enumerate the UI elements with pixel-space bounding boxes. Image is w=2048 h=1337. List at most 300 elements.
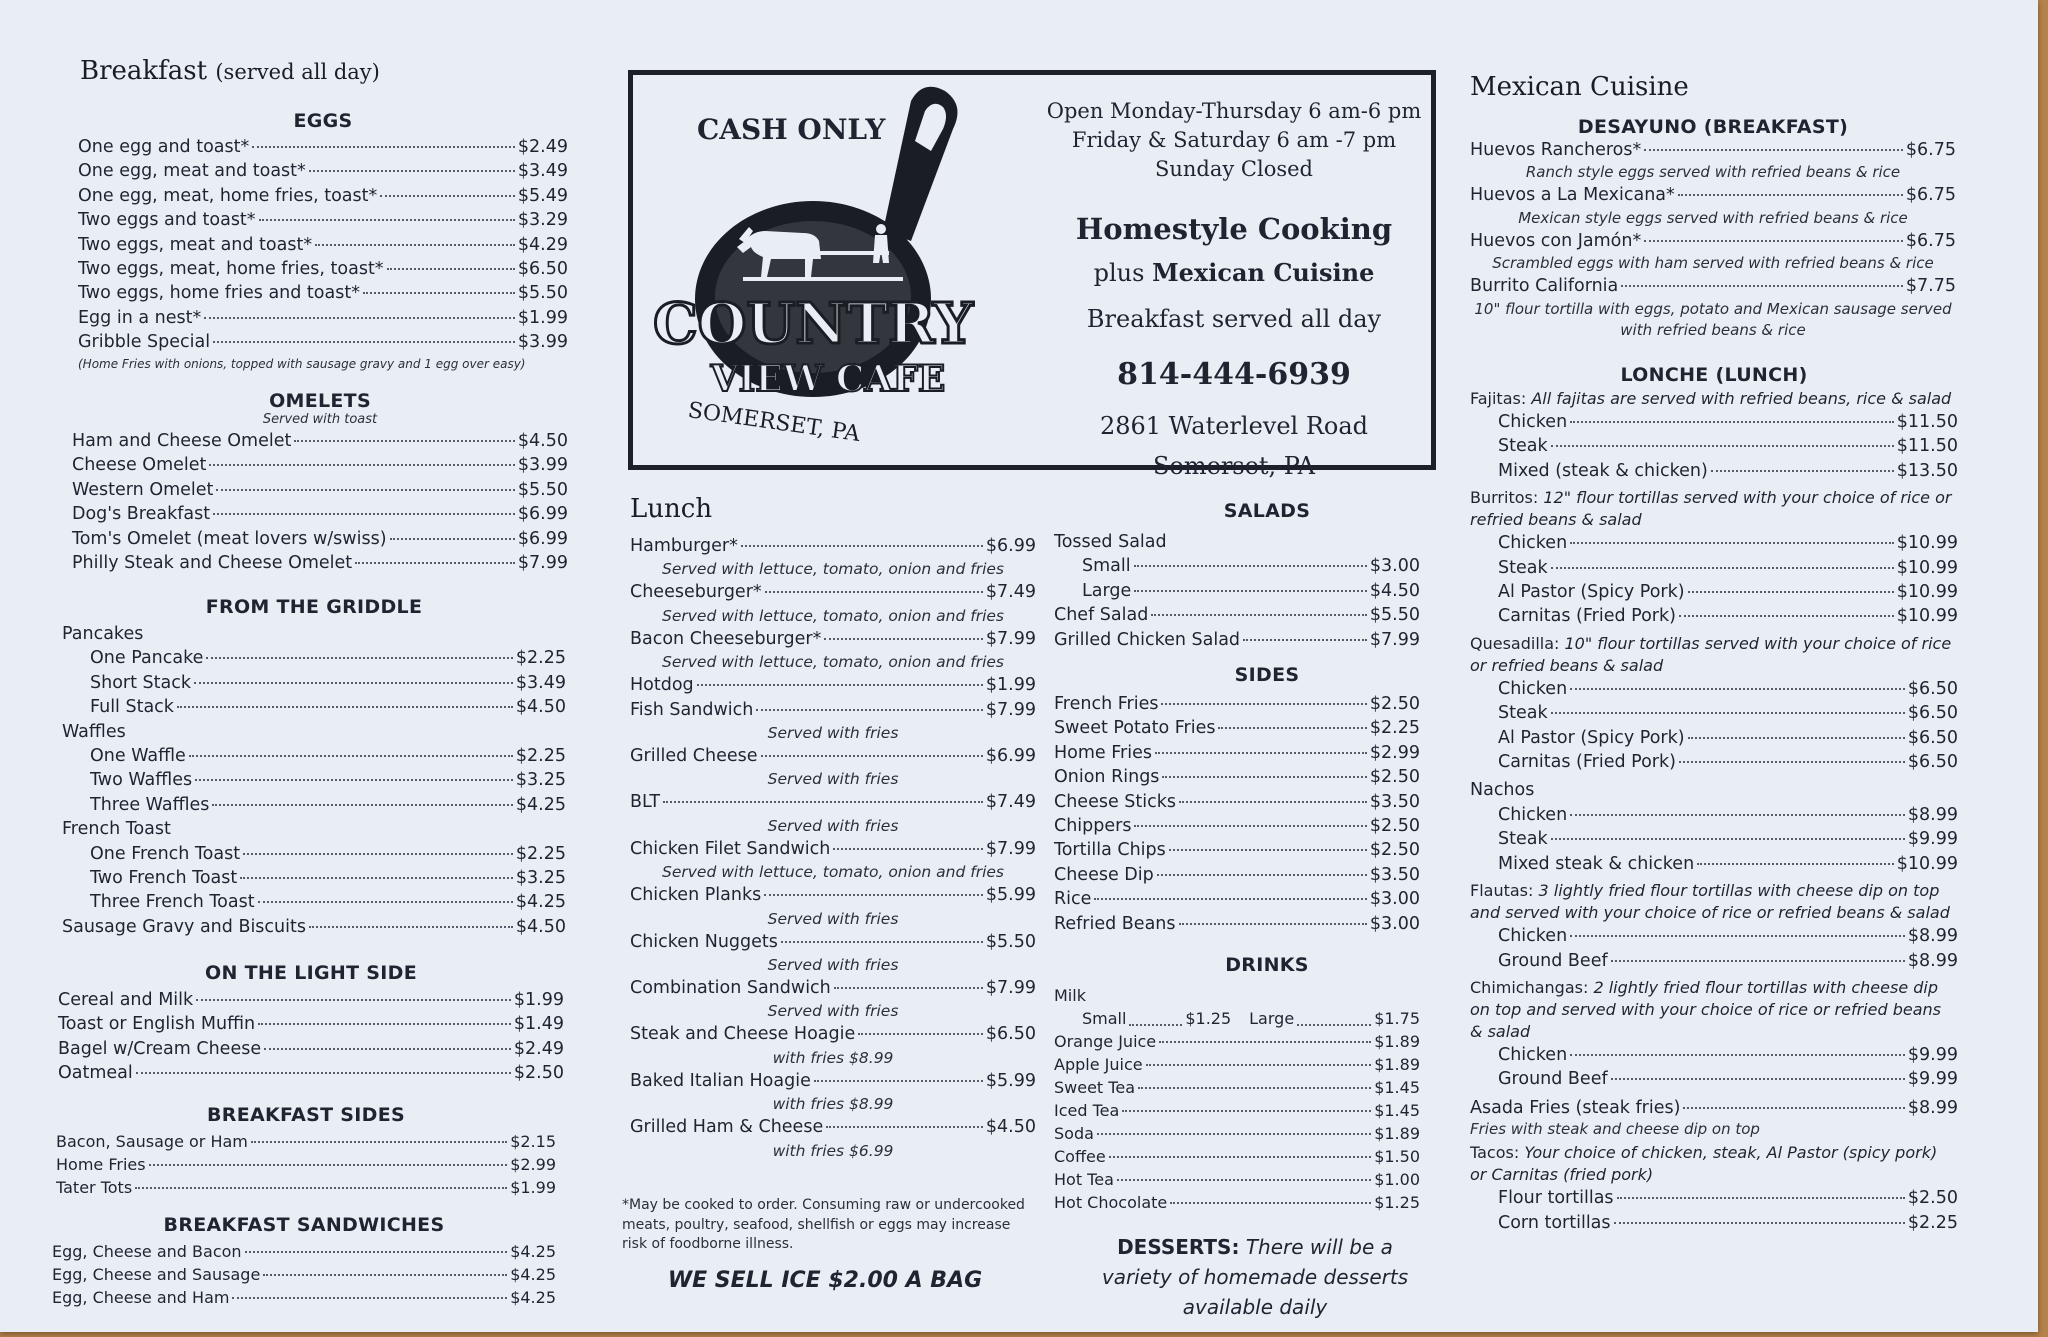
item-name: Carnitas (Fried Pork) bbox=[1498, 752, 1676, 773]
menu-item bbox=[72, 429, 568, 453]
logo-country-text: COUNTRY bbox=[653, 291, 973, 357]
menu-item bbox=[630, 627, 1036, 651]
gribble-note: (Home Fries with onions, topped with sausage gravy and 1 egg over easy) bbox=[78, 356, 526, 371]
item-name: Combination Sandwich bbox=[630, 978, 831, 999]
item-price: $10.99 bbox=[1896, 582, 1958, 603]
desayuno-section bbox=[1470, 116, 1956, 341]
menu-item bbox=[72, 478, 568, 502]
item-name: Chicken bbox=[1498, 804, 1568, 825]
dot-leader bbox=[1551, 712, 1905, 714]
menu-item bbox=[90, 695, 566, 719]
item-name: Grilled Chicken Salad bbox=[1054, 629, 1241, 650]
item-name: Fish Sandwich bbox=[630, 699, 754, 720]
menu-item bbox=[630, 534, 1036, 558]
item-name: Two eggs and toast* bbox=[78, 210, 256, 231]
tagline-breakfast: Breakfast served all day bbox=[1086, 305, 1382, 333]
griddle-heading: FROM THE GRIDDLE bbox=[205, 596, 423, 618]
dot-leader bbox=[355, 562, 515, 564]
dot-leader bbox=[1551, 445, 1894, 447]
dot-leader bbox=[1644, 149, 1903, 151]
item-name: Oatmeal bbox=[58, 1063, 133, 1084]
item-name: Mixed steak & chicken bbox=[1498, 853, 1695, 874]
menu-item bbox=[1470, 183, 1956, 207]
item-price: $8.99 bbox=[1907, 804, 1958, 825]
menu-item bbox=[1498, 1211, 1958, 1235]
item-price: $5.50 bbox=[1369, 605, 1420, 626]
dot-leader bbox=[177, 706, 513, 708]
item-price: $9.99 bbox=[1907, 829, 1958, 850]
item-name: One French Toast bbox=[90, 843, 241, 864]
item-price: $4.50 bbox=[517, 431, 568, 451]
item-price: $8.99 bbox=[1907, 950, 1958, 971]
item-price: $2.25 bbox=[1369, 718, 1420, 739]
item-name: One Pancake bbox=[90, 648, 204, 669]
item-price: $6.75 bbox=[1905, 185, 1956, 206]
milk-label: Milk bbox=[1054, 986, 1086, 1005]
light-side-section bbox=[58, 962, 564, 1086]
dot-leader bbox=[1570, 935, 1905, 937]
dot-leader bbox=[1134, 565, 1367, 567]
tagline: Homestyle Cooking bbox=[1075, 212, 1393, 246]
lonche-section bbox=[1470, 364, 1958, 1235]
menu-item bbox=[630, 837, 1036, 861]
ice-notice: WE SELL ICE $2.00 A BAG bbox=[667, 1268, 983, 1293]
dot-leader bbox=[834, 987, 983, 989]
item-name: Chippers bbox=[1054, 816, 1132, 837]
item-price: $3.99 bbox=[517, 332, 568, 353]
menu-item: Sausage Gravy and Biscuits $4.50 bbox=[62, 916, 566, 937]
item-name: Chicken Nuggets bbox=[630, 931, 778, 952]
menu-item bbox=[56, 1153, 556, 1176]
item-name: Coffee bbox=[1054, 1147, 1106, 1166]
dot-leader bbox=[764, 894, 983, 896]
item-description: Served with fries bbox=[767, 770, 899, 789]
item-name: Burrito California bbox=[1470, 276, 1619, 297]
menu-item bbox=[1054, 912, 1420, 936]
dot-leader bbox=[826, 1126, 983, 1128]
dot-leader bbox=[1611, 960, 1905, 962]
item-name: Chicken bbox=[1498, 1044, 1568, 1065]
item-price: $3.00 bbox=[1369, 556, 1420, 577]
item-price: $2.25 bbox=[515, 648, 566, 669]
item-price: $4.25 bbox=[510, 1288, 556, 1307]
dot-leader bbox=[209, 464, 515, 466]
dot-leader bbox=[1679, 761, 1905, 763]
item-price: $2.99 bbox=[1369, 742, 1420, 763]
item-name: Huevos a La Mexicana* bbox=[1470, 185, 1675, 206]
dot-leader bbox=[240, 877, 513, 879]
item-name: One egg, meat, home fries, toast* bbox=[78, 185, 378, 206]
item-price: $5.49 bbox=[517, 185, 568, 206]
item-price: $5.99 bbox=[985, 1070, 1036, 1091]
menu-item bbox=[1054, 887, 1420, 911]
item-name: One Waffle bbox=[90, 746, 186, 767]
tacos-list bbox=[1470, 1186, 1958, 1235]
item-price: $6.99 bbox=[517, 504, 568, 525]
breakfast-sides-list bbox=[56, 1130, 556, 1199]
menu-item bbox=[630, 580, 1036, 604]
dot-leader bbox=[264, 1048, 511, 1050]
item-name: Grilled Cheese bbox=[630, 746, 758, 767]
item-price: $2.25 bbox=[515, 746, 566, 767]
milk-sizes: Small $1.25 Large $1.75 bbox=[1054, 1007, 1420, 1030]
item-name: Chicken bbox=[1498, 412, 1568, 432]
dot-leader bbox=[380, 195, 515, 197]
menu-item bbox=[1498, 459, 1958, 483]
item-price: $7.99 bbox=[517, 553, 568, 574]
dot-leader bbox=[858, 1033, 983, 1035]
dot-leader bbox=[741, 545, 983, 547]
item-name: Bacon, Sausage or Ham bbox=[56, 1132, 248, 1151]
item-price: $4.50 bbox=[985, 1117, 1036, 1138]
item-name: Egg, Cheese and Sausage bbox=[52, 1265, 261, 1284]
dot-leader bbox=[1688, 737, 1905, 739]
dot-leader bbox=[761, 755, 983, 757]
item-price: $6.50 bbox=[1907, 703, 1958, 724]
item-name: Cheese Sticks bbox=[1054, 791, 1176, 812]
item-price: $1.99 bbox=[513, 990, 564, 1010]
item-price: $10.99 bbox=[1896, 533, 1958, 554]
menu-item bbox=[1498, 580, 1958, 604]
cash-only-label: CASH ONLY bbox=[697, 113, 886, 146]
menu-item bbox=[78, 208, 568, 232]
item-name: Hotdog bbox=[630, 675, 694, 696]
item-price: $1.45 bbox=[1374, 1078, 1420, 1097]
item-name: Sweet Tea bbox=[1054, 1078, 1135, 1097]
menu-item bbox=[56, 1176, 556, 1199]
dot-leader bbox=[697, 684, 983, 686]
item-name: Western Omelet bbox=[72, 479, 214, 500]
item-price: $2.50 bbox=[1369, 694, 1420, 714]
dot-leader bbox=[136, 1072, 511, 1074]
menu-item bbox=[1498, 701, 1958, 725]
dot-leader bbox=[1711, 470, 1894, 472]
menu-item bbox=[78, 184, 568, 208]
item-price: $1.25 bbox=[1374, 1193, 1420, 1212]
menu-item bbox=[90, 646, 566, 670]
item-name: Ground Beef bbox=[1498, 1069, 1608, 1090]
burritos-list bbox=[1470, 531, 1958, 629]
omelets-list bbox=[72, 429, 568, 575]
menu-item bbox=[630, 790, 1036, 814]
item-name: Steak bbox=[1498, 436, 1548, 457]
breakfast-sides-heading: BREAKFAST SIDES bbox=[207, 1104, 405, 1126]
dot-leader bbox=[258, 1023, 511, 1025]
quesadilla-label: Quesadilla: 10" flour tortillas served with your choice of rice or refried beans & salad bbox=[1470, 633, 1952, 675]
item-name: Bacon Cheeseburger* bbox=[630, 628, 822, 649]
sides-heading: SIDES bbox=[1234, 664, 1300, 686]
item-description: Served with lettuce, tomato, onion and fries bbox=[661, 606, 1005, 625]
menu-item bbox=[1054, 716, 1420, 740]
menu-item bbox=[90, 793, 566, 817]
eggs-section bbox=[78, 110, 568, 371]
fajitas-list bbox=[1470, 410, 1958, 483]
item-price: $1.89 bbox=[1374, 1124, 1420, 1143]
item-description: Served with lettuce, tomato, onion and fries bbox=[661, 653, 1005, 672]
item-price: $6.99 bbox=[517, 528, 568, 549]
dot-leader bbox=[216, 489, 514, 491]
dot-leader bbox=[212, 804, 512, 806]
item-name: Bagel w/Cream Cheese bbox=[58, 1038, 262, 1059]
menu-item bbox=[1498, 827, 1958, 851]
omelets-section bbox=[72, 390, 568, 575]
item-name: Egg in a nest* bbox=[78, 307, 202, 328]
item-price: $2.25 bbox=[515, 843, 566, 864]
item-price: $5.99 bbox=[985, 885, 1036, 906]
menu-item bbox=[78, 159, 568, 183]
dot-leader bbox=[1117, 1179, 1371, 1181]
item-price: $6.50 bbox=[1907, 752, 1958, 773]
light-side-heading: ON THE LIGHT SIDE bbox=[205, 962, 417, 984]
quesadilla-list bbox=[1470, 677, 1958, 775]
waffles-label: Waffles bbox=[62, 721, 126, 742]
menu-item bbox=[90, 671, 566, 695]
menu-item bbox=[78, 306, 568, 330]
dot-leader bbox=[1551, 567, 1894, 569]
item-name: Two French Toast bbox=[90, 868, 238, 889]
dot-leader bbox=[204, 317, 515, 319]
phone-number: 814-444-6939 bbox=[1117, 357, 1351, 392]
item-name: Steak bbox=[1498, 557, 1548, 578]
item-description: with fries $6.99 bbox=[772, 1141, 894, 1160]
item-name: Chicken bbox=[1498, 533, 1568, 554]
menu-item bbox=[1498, 1186, 1958, 1210]
item-name: Hamburger* bbox=[630, 536, 738, 556]
item-name: Baked Italian Hoagie bbox=[630, 1070, 811, 1091]
menu-item bbox=[1054, 692, 1420, 716]
item-price: $2.25 bbox=[1907, 1212, 1958, 1233]
dot-leader bbox=[1614, 1222, 1905, 1224]
item-name: Steak bbox=[1498, 703, 1548, 724]
item-price: $2.50 bbox=[513, 1063, 564, 1084]
menu-item bbox=[72, 551, 568, 575]
item-price: $6.75 bbox=[1905, 140, 1956, 160]
dot-leader bbox=[1243, 639, 1367, 641]
lunch-title: Lunch bbox=[630, 494, 713, 524]
menu-item bbox=[78, 257, 568, 281]
dot-leader bbox=[1611, 1078, 1905, 1080]
item-name: Cereal and Milk bbox=[58, 990, 194, 1010]
item-price: $3.25 bbox=[515, 868, 566, 889]
dot-leader bbox=[206, 657, 512, 659]
menu-item bbox=[58, 1061, 564, 1085]
french-toast-list bbox=[62, 842, 566, 915]
item-name: Two eggs, meat, home fries, toast* bbox=[78, 259, 384, 280]
menu-item bbox=[630, 1069, 1036, 1093]
tossed-salad-label: Tossed Salad bbox=[1054, 532, 1167, 552]
dot-leader bbox=[1688, 591, 1894, 593]
dot-leader bbox=[1155, 752, 1367, 754]
dot-leader bbox=[252, 146, 515, 148]
item-name: Toast or English Muffin bbox=[58, 1014, 256, 1035]
skillet-logo bbox=[653, 81, 993, 451]
item-price: $11.50 bbox=[1896, 412, 1958, 432]
item-name: Cheese Dip bbox=[1054, 864, 1154, 885]
item-name: Rice bbox=[1054, 889, 1092, 910]
item-name: Three Waffles bbox=[90, 794, 210, 815]
address: 2861 Waterlevel Road Somerset, PA bbox=[1099, 412, 1369, 480]
item-price: $1.99 bbox=[517, 307, 568, 328]
dot-leader bbox=[1122, 1110, 1371, 1112]
menu-item bbox=[1054, 1191, 1420, 1214]
hours-line: Sunday Closed bbox=[1154, 157, 1313, 181]
item-price: $11.50 bbox=[1896, 436, 1958, 457]
item-price: $7.49 bbox=[985, 582, 1036, 603]
item-name: Orange Juice bbox=[1054, 1032, 1157, 1051]
food-safety-disclaimer: *May be cooked to order. Consuming raw or undercooked meats, poultry, seafood, shellfish or eggs may increase risk of foodborne illness. bbox=[622, 1197, 1025, 1252]
menu-item bbox=[1054, 1168, 1420, 1191]
item-name: Tortilla Chips bbox=[1054, 840, 1166, 861]
dot-leader bbox=[363, 292, 515, 294]
breakfast-sides-section bbox=[56, 1104, 556, 1199]
menu-item bbox=[1498, 750, 1958, 774]
dot-leader bbox=[213, 513, 515, 515]
hours-line: Open Monday-Thursday 6 am-6 pm bbox=[1046, 99, 1422, 123]
item-price: $4.29 bbox=[517, 234, 568, 255]
item-name: Dog's Breakfast bbox=[72, 504, 211, 525]
item-price: $1.89 bbox=[1374, 1032, 1420, 1051]
item-name: Al Pastor (Spicy Pork) bbox=[1498, 727, 1685, 748]
dot-leader bbox=[263, 1274, 507, 1276]
tagline-mexican: plus Mexican Cuisine bbox=[1093, 258, 1375, 287]
item-name: Huevos con Jamón* bbox=[1470, 230, 1642, 251]
menu-item bbox=[1054, 628, 1420, 652]
menu-item bbox=[72, 502, 568, 526]
menu-item bbox=[1054, 1145, 1420, 1168]
menu-item bbox=[90, 842, 566, 866]
item-name: Two eggs, meat and toast* bbox=[78, 234, 313, 255]
menu-item bbox=[58, 988, 564, 1012]
header-box bbox=[628, 70, 1436, 480]
item-price: $2.49 bbox=[517, 137, 568, 157]
item-name: Philly Steak and Cheese Omelet bbox=[72, 553, 353, 574]
dot-leader bbox=[213, 341, 515, 343]
menu-item bbox=[1498, 949, 1958, 973]
menu-item bbox=[90, 768, 566, 792]
item-price: $7.49 bbox=[985, 792, 1036, 813]
item-name: Tom's Omelet (meat lovers w/swiss) bbox=[72, 528, 387, 549]
item-description: Served with lettuce, tomato, onion and fries bbox=[661, 863, 1005, 882]
dot-leader bbox=[387, 268, 515, 270]
menu-item bbox=[1054, 790, 1420, 814]
dot-leader bbox=[258, 901, 513, 903]
dot-leader bbox=[149, 1164, 508, 1166]
item-price: $10.99 bbox=[1896, 853, 1958, 874]
item-price: $3.29 bbox=[517, 210, 568, 231]
item-name: Gribble Special bbox=[78, 332, 211, 353]
mexican-title: Mexican Cuisine bbox=[1470, 72, 1689, 102]
item-name: Soda bbox=[1054, 1124, 1094, 1143]
omelets-heading: OMELETS bbox=[269, 390, 371, 412]
burritos-label: Burritos: 12" flour tortillas served with your choice of rice or refried beans & salad bbox=[1470, 488, 1952, 530]
menu-item bbox=[1054, 1030, 1420, 1053]
menu-item bbox=[1082, 554, 1420, 578]
menu-item bbox=[52, 1286, 556, 1309]
salads-list bbox=[1054, 603, 1420, 652]
menu-item bbox=[1498, 556, 1958, 580]
item-description: with fries $8.99 bbox=[772, 1048, 894, 1067]
menu-item bbox=[1498, 803, 1958, 827]
dot-leader bbox=[1218, 727, 1366, 729]
item-price: $7.99 bbox=[1369, 629, 1420, 650]
dot-leader bbox=[1162, 776, 1366, 778]
item-name: Hot Tea bbox=[1054, 1170, 1114, 1189]
item-price: $2.50 bbox=[1369, 840, 1420, 861]
eggs-heading: EGGS bbox=[293, 110, 353, 132]
item-name: Short Stack bbox=[90, 672, 191, 693]
item-name: Cheese Omelet bbox=[72, 455, 207, 476]
dot-leader bbox=[1151, 614, 1367, 616]
salads-heading: SALADS bbox=[1223, 500, 1311, 522]
eggs-list bbox=[78, 135, 568, 355]
item-description: Served with fries bbox=[767, 724, 899, 743]
dot-leader bbox=[1679, 615, 1894, 617]
item-price: $3.50 bbox=[1369, 791, 1420, 812]
item-price: $3.50 bbox=[1369, 864, 1420, 885]
item-description: Served with fries bbox=[767, 909, 899, 928]
french-toast-label: French Toast bbox=[62, 819, 171, 840]
menu-item bbox=[1054, 603, 1420, 627]
dot-leader bbox=[1697, 863, 1894, 865]
dot-leader bbox=[1138, 1087, 1371, 1089]
item-name: Chicken Filet Sandwich bbox=[630, 838, 831, 859]
dot-leader bbox=[1179, 923, 1367, 925]
omelets-subnote: Served with toast bbox=[262, 412, 378, 427]
menu-item bbox=[1498, 604, 1958, 628]
nachos-list bbox=[1470, 803, 1958, 876]
item-price: $7.99 bbox=[985, 699, 1036, 720]
menu-item bbox=[78, 135, 568, 159]
dot-leader bbox=[259, 219, 515, 221]
desayuno-heading: DESAYUNO (BREAKFAST) bbox=[1577, 116, 1849, 138]
menu-item bbox=[630, 698, 1036, 722]
dot-leader bbox=[1570, 1054, 1905, 1056]
item-name: Sweet Potato Fries bbox=[1054, 718, 1216, 739]
dot-leader bbox=[1134, 590, 1367, 592]
menu-item bbox=[90, 866, 566, 890]
item-price: $10.99 bbox=[1896, 606, 1958, 627]
dot-leader bbox=[1617, 1197, 1905, 1199]
item-price: $5.50 bbox=[985, 931, 1036, 952]
dot-leader bbox=[824, 638, 983, 640]
menu-item bbox=[1054, 1076, 1420, 1099]
dot-leader bbox=[1109, 1156, 1372, 1158]
item-name: Corn tortillas bbox=[1498, 1212, 1611, 1233]
drinks-section bbox=[1054, 954, 1420, 1214]
menu-item bbox=[78, 330, 568, 354]
menu-item bbox=[630, 930, 1036, 954]
item-price: $5.50 bbox=[517, 283, 568, 304]
item-name: Ham and Cheese Omelet bbox=[72, 431, 292, 451]
dot-leader bbox=[309, 170, 515, 172]
menu-item bbox=[1054, 814, 1420, 838]
dot-leader bbox=[1170, 1202, 1371, 1204]
dot-leader bbox=[1570, 814, 1905, 816]
item-name: Chicken bbox=[1498, 678, 1568, 699]
item-name: Large bbox=[1082, 580, 1132, 601]
item-description: Served with fries bbox=[767, 816, 899, 835]
item-name: One egg and toast* bbox=[78, 137, 250, 157]
dot-leader bbox=[1161, 703, 1366, 705]
light-side-list bbox=[58, 988, 564, 1086]
dot-leader bbox=[196, 999, 511, 1001]
item-price: $7.75 bbox=[1905, 276, 1956, 297]
dot-leader bbox=[1621, 285, 1903, 287]
menu-item bbox=[1498, 531, 1958, 555]
item-name: Grilled Ham & Cheese bbox=[630, 1117, 824, 1138]
item-name: Egg, Cheese and Bacon bbox=[52, 1242, 242, 1261]
item-name: Mixed (steak & chicken) bbox=[1498, 460, 1708, 481]
